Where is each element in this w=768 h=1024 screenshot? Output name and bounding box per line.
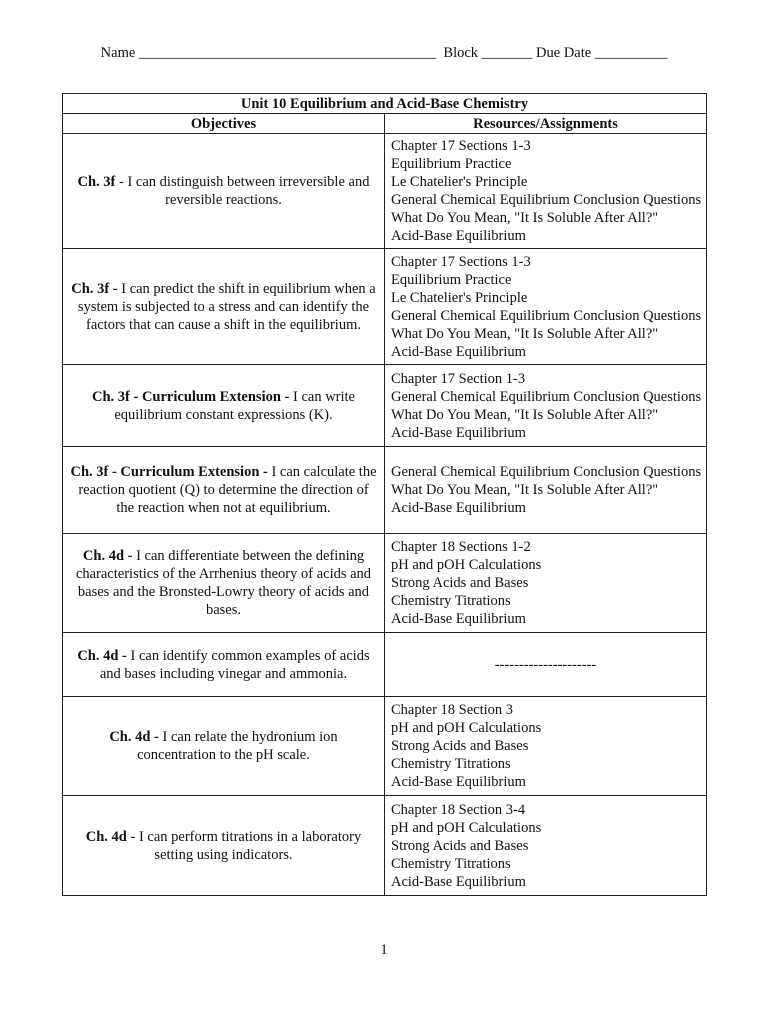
resource-item: General Chemical Equilibrium Conclusion Questions — [391, 307, 702, 324]
table-title-row — [63, 94, 707, 114]
objective-cell — [63, 534, 385, 633]
resource-item: pH and pOH Calculations — [391, 720, 542, 736]
resources-cell — [385, 365, 707, 447]
resource-item: Le Chatelier's Principle — [391, 289, 528, 306]
unit-title: Unit 10 Equilibrium and Acid-Base Chemistry — [63, 94, 707, 114]
resource-item: General Chemical Equilibrium Conclusion Questions — [391, 464, 702, 480]
resource-item: Chemistry Titrations — [391, 756, 511, 772]
resources-cell — [385, 697, 707, 796]
resource-item: What Do You Mean, "It Is Soluble After All?" — [391, 482, 659, 498]
objective-text: I can write equilibrium constant expressions (K). — [114, 388, 355, 423]
table-row — [63, 697, 707, 796]
resource-item: Acid-Base Equilibrium — [391, 343, 526, 360]
objectives-column-header: Objectives — [63, 114, 385, 134]
resource-item: Le Chatelier's Principle — [391, 174, 528, 190]
objective-cell — [63, 796, 385, 896]
resource-item: Acid-Base Equilibrium — [391, 500, 526, 516]
resource-item: Acid-Base Equilibrium — [391, 611, 526, 627]
objective-code: Ch. 4d - — [109, 729, 159, 745]
table-row — [63, 633, 707, 697]
resource-item: pH and pOH Calculations — [391, 819, 542, 836]
resource-item: Chapter 17 Sections 1-3 — [391, 253, 531, 270]
objective-code: Ch. 4d — [85, 828, 127, 845]
objective-cell — [63, 365, 385, 447]
resource-item: Strong Acids and Bases — [391, 837, 529, 854]
resource-item: Equilibrium Practice — [391, 156, 512, 172]
resources-cell — [385, 796, 707, 896]
objectives-table — [62, 93, 707, 896]
objective-cell — [63, 134, 385, 249]
objective-text: - I can perform titrations in a laboratory setting using indicators. — [126, 828, 362, 863]
resources-cell — [385, 134, 707, 249]
resource-item: Chapter 18 Sections 1-2 — [391, 539, 531, 555]
resource-item: Chapter 18 Section 3 — [391, 702, 514, 718]
objective-code: Ch. 3f — [77, 174, 116, 190]
resource-item: Strong Acids and Bases — [391, 738, 529, 754]
objective-text: I can relate the hydronium ion concentration to the pH scale. — [137, 729, 338, 763]
resource-item: Strong Acids and Bases — [391, 575, 529, 591]
resources-cell — [385, 447, 707, 534]
objective-code: Ch. 4d - — [82, 548, 133, 564]
table-body — [63, 134, 707, 896]
objective-cell — [63, 633, 385, 697]
resources-cell — [385, 534, 707, 633]
no-resources-placeholder: --------------------- — [494, 656, 597, 673]
resource-item: General Chemical Equilibrium Conclusion Questions — [391, 388, 702, 405]
resource-item: Chemistry Titrations — [391, 855, 511, 872]
objective-code: Ch. 4d - — [77, 647, 127, 664]
objective-code: Ch. 3f - — [71, 280, 118, 297]
column-header-row — [63, 114, 707, 134]
resource-item: Chapter 17 Sections 1-3 — [391, 138, 531, 154]
table-row — [63, 365, 707, 447]
objective-text: I can identify common examples of acids and bases including vinegar and ammonia. — [99, 647, 370, 682]
objective-code: Ch. 3f - Curriculum Extension - — [92, 388, 290, 405]
objective-text: I can differentiate between the defining characteristics of the Arrhenius theory of acids and bases and the Bronsted-Lowry theory of acids and bases. — [75, 548, 372, 618]
resource-item: Acid-Base Equilibrium — [391, 424, 526, 441]
resource-item: Chapter 18 Section 3-4 — [391, 801, 526, 818]
resource-item: Equilibrium Practice — [391, 271, 512, 288]
student-info-line: Name _________________________________________ Block _______ Due Date __________ — [100, 45, 668, 61]
resource-item: What Do You Mean, "It Is Soluble After All?" — [391, 210, 659, 226]
resource-item: What Do You Mean, "It Is Soluble After All?" — [391, 406, 659, 423]
table-row — [63, 134, 707, 249]
resource-item: pH and pOH Calculations — [391, 557, 542, 573]
table-row — [63, 796, 707, 896]
resources-cell — [385, 249, 707, 365]
resource-item: Acid-Base Equilibrium — [391, 228, 526, 244]
resource-item: Chemistry Titrations — [391, 593, 511, 609]
objective-cell — [63, 697, 385, 796]
objective-text: I can calculate the reaction quotient (Q) to determine the direction of the reaction when not at equilibrium. — [78, 464, 377, 516]
objective-text: - I can distinguish between irreversible and reversible reactions. — [115, 174, 370, 208]
resource-item: What Do You Mean, "It Is Soluble After All?" — [391, 325, 659, 342]
resource-item: Acid-Base Equilibrium — [391, 774, 526, 790]
table-row — [63, 534, 707, 633]
resource-item: General Chemical Equilibrium Conclusion Questions — [391, 192, 702, 208]
resource-item: Chapter 17 Section 1-3 — [391, 370, 526, 387]
objective-text: I can predict the shift in equilibrium when a system is subjected to a stress and can identify the factors that can cause a shift in the equilibrium. — [77, 280, 376, 333]
resources-column-header: Resources/Assignments — [385, 114, 707, 134]
objective-cell — [63, 249, 385, 365]
table-row — [63, 447, 707, 534]
page-number: 1 — [380, 942, 388, 958]
table-row — [63, 249, 707, 365]
objective-code: Ch. 3f - Curriculum Extension - — [70, 464, 268, 480]
resource-item: Acid-Base Equilibrium — [391, 873, 526, 890]
resources-cell — [385, 633, 707, 697]
objective-cell — [63, 447, 385, 534]
